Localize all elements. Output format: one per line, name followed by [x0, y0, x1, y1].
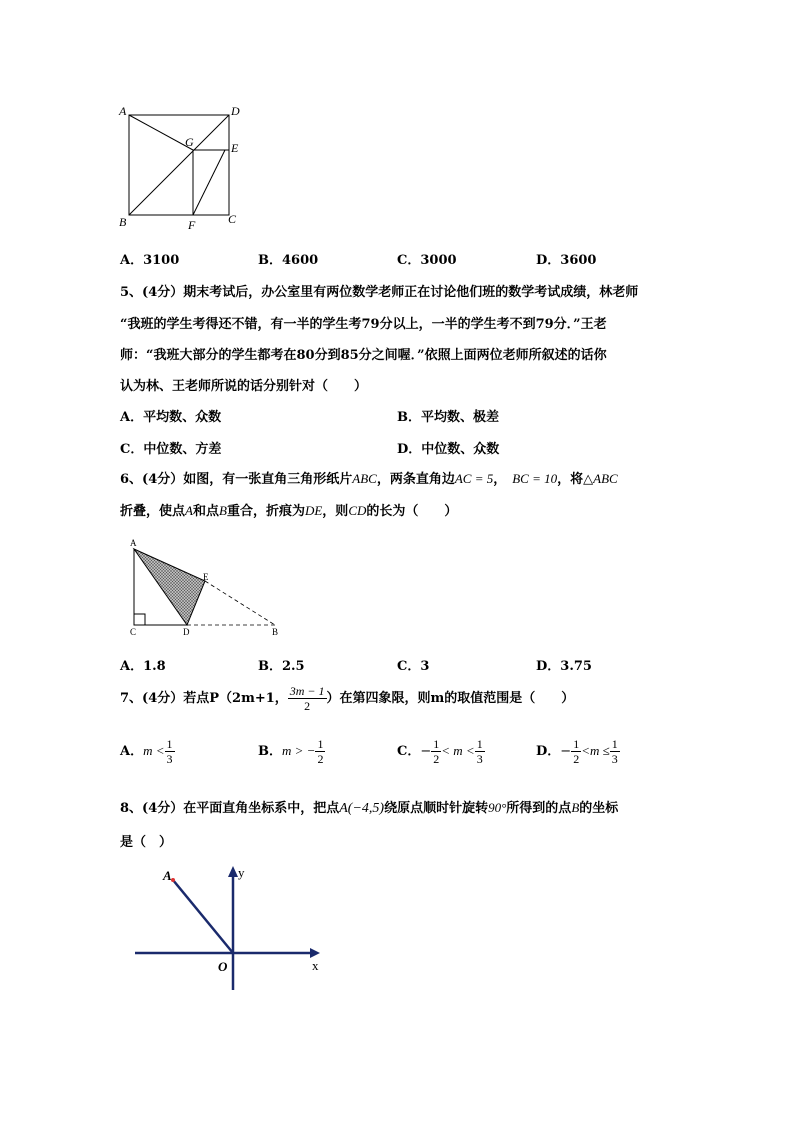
- q7-option-b[interactable]: B．m > − $\frac{1}{2}$: [258, 737, 324, 766]
- q7-stem: 7、(4分）若点P（2m+1， $\frac{3m - 1}{2}$ ）在第四象限，则m的取值范围是（ ）: [120, 684, 575, 713]
- q4-option-c[interactable]: C．3000: [397, 253, 457, 268]
- q7-option-d[interactable]: D．− $\frac{1}{2}$ <m ≤ $\frac{1}{3}$: [536, 737, 618, 766]
- q7-option-c[interactable]: C．− $\frac{1}{2}$ < m < $\frac{1}{3}$: [397, 737, 483, 766]
- q7-fraction: $\frac{3m - 1}{2}$: [289, 684, 325, 713]
- q5-line2: “我班的学生考得还不错，有一半的学生考79分以上，一半的学生考不到79分．”王老: [120, 317, 607, 332]
- label-a: A: [130, 538, 137, 548]
- segment-fe: [193, 150, 225, 215]
- q5-option-d[interactable]: D．中位数、众数: [397, 442, 500, 457]
- q5-line4: 认为林、王老师所说的话分别针对（ ）: [120, 379, 368, 394]
- triangle-fold-figure: [120, 535, 295, 640]
- segment-ag: [129, 115, 193, 150]
- q4-option-d[interactable]: D．3600: [536, 253, 597, 268]
- dashed-eb: [205, 581, 275, 625]
- label-e: E: [231, 141, 239, 155]
- q7-option-a[interactable]: A．m < $\frac{1}{3}$: [120, 737, 173, 766]
- q6-option-a[interactable]: A．1.8: [120, 659, 166, 674]
- q6-line2: 折叠，使点A和点B重合，折痕为DE，则CD的长为（ ）: [120, 503, 458, 519]
- label-f: F: [188, 218, 196, 232]
- q5-option-b[interactable]: B．平均数、极差: [397, 410, 499, 425]
- q5-option-c[interactable]: C．中位数、方差: [120, 442, 222, 457]
- q5-line1: 5、(4分）期末考试后，办公室里有两位数学老师正在讨论他们班的数学考试成绩，林老师: [120, 285, 639, 300]
- label-o: O: [218, 959, 228, 974]
- label-b: B: [119, 215, 127, 229]
- label-c: C: [228, 212, 237, 226]
- label-x: x: [312, 958, 319, 973]
- q4-option-b[interactable]: B．4600: [258, 253, 319, 268]
- q6-option-b[interactable]: B．2.5: [258, 659, 305, 674]
- label-a: A: [119, 104, 127, 118]
- label-b: B: [272, 627, 279, 637]
- q5-option-a[interactable]: A．平均数、众数: [120, 410, 222, 425]
- right-angle-mark: [134, 614, 145, 625]
- x-arrow-icon: [310, 948, 320, 958]
- diagonal-bd: [129, 115, 229, 215]
- square-figure: [115, 100, 255, 235]
- segment-oa: [173, 880, 233, 953]
- label-y: y: [238, 865, 245, 880]
- label-d: D: [183, 627, 190, 637]
- q6-line1: 6、(4分）如图，有一张直角三角形纸片ABC，两条直角边AC = 5， BC = 10，将△ABC: [120, 471, 618, 487]
- label-e: E: [203, 572, 209, 582]
- y-arrow-icon: [228, 866, 238, 877]
- label-a: A: [163, 868, 172, 883]
- q8-line2: 是（ ）: [120, 835, 173, 850]
- label-c: C: [130, 627, 137, 637]
- label-d: D: [231, 104, 240, 118]
- q4-option-a[interactable]: A．3100: [120, 253, 180, 268]
- q8-line1: 8、(4分）在平面直角坐标系中，把点A(−4,5)绕原点顺时针旋转90°所得到的点B的坐标: [120, 800, 619, 816]
- coordinate-figure: [130, 860, 330, 995]
- q6-option-d[interactable]: D．3.75: [536, 659, 592, 674]
- q5-line3: 师：“我班大部分的学生都考在80分到85分之间喔．”依照上面两位老师所叙述的话你: [120, 348, 607, 363]
- q6-option-c[interactable]: C．3: [397, 659, 430, 674]
- rectangle-gecf: [193, 150, 229, 215]
- label-g: G: [185, 135, 194, 149]
